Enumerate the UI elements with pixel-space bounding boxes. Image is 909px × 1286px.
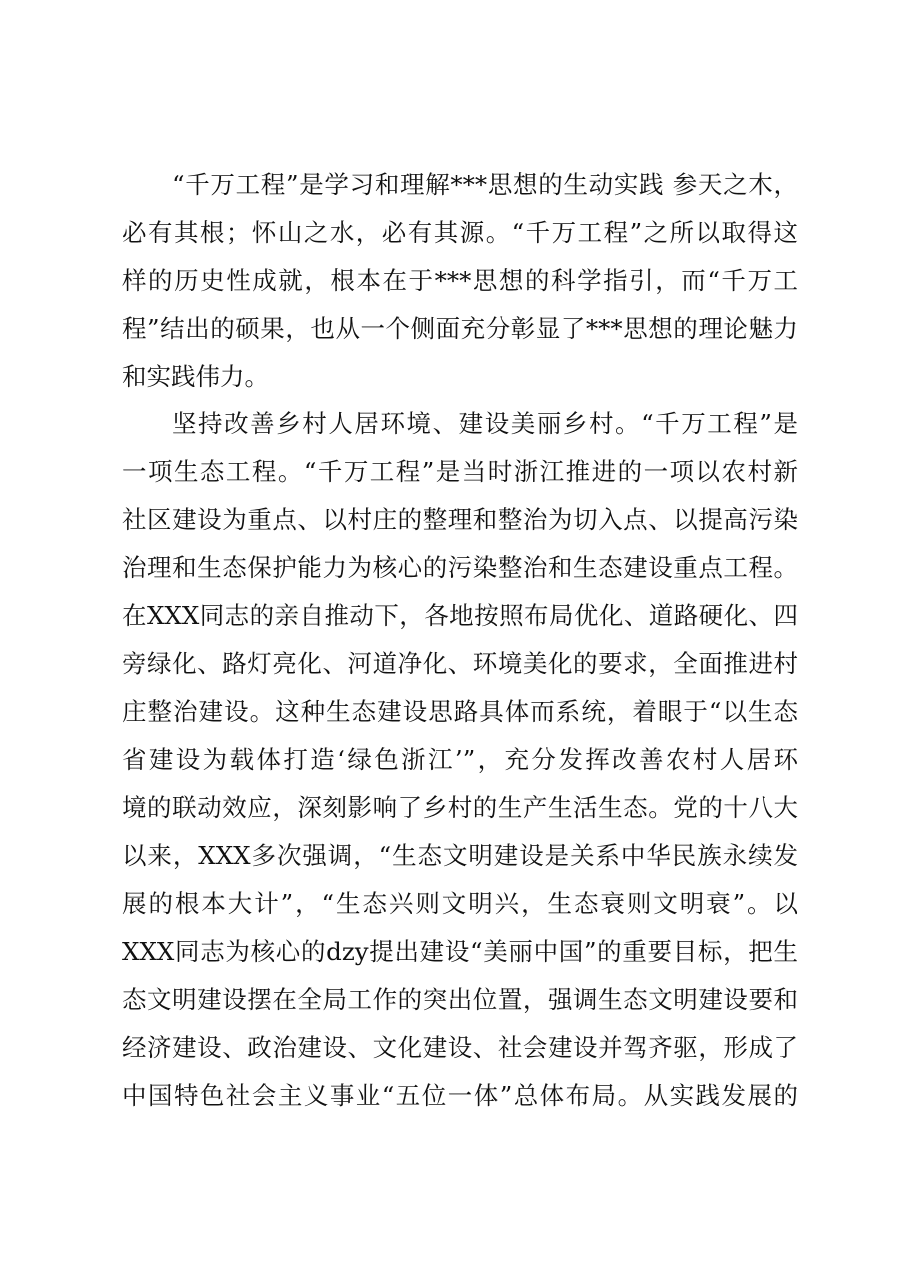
paragraph-line: 样的历史性成就，根本在于***思想的科学指引，而“千万工	[122, 266, 798, 295]
paragraph-line: 社区建设为重点、以村庄的整理和整治为切入点、以提高污染	[122, 505, 798, 534]
paragraph-line: 境的联动效应，深刻影响了乡村的生产生活生态。党的十八大	[122, 793, 798, 822]
paragraph-line: 庄整治建设。这种生态建设思路具体而系统，着眼于“以生态	[122, 697, 798, 726]
paragraph-1	[122, 161, 798, 401]
paragraph-line: “千万工程”是学习和理解***思想的生动实践 参天之木，	[172, 170, 798, 199]
paragraph-line: 程”结出的硕果，也从一个侧面充分彰显了***思想的理论魅力	[122, 314, 798, 343]
paragraph-line: 和实践伟力。	[122, 362, 269, 391]
paragraph-line: 中国特色社会主义事业“五位一体”总体布局。从实践发展的	[122, 1081, 798, 1110]
paragraph-line: 旁绿化、路灯亮化、河道净化、环境美化的要求，全面推进村	[122, 649, 798, 678]
paragraph-line: 在XXX同志的亲自推动下，各地按照布局优化、道路硬化、四	[122, 601, 798, 630]
paragraph-line: 展的根本大计”，“生态兴则文明兴，生态衰则文明衰”。以	[122, 889, 798, 918]
paragraph-line: 以来，XXX多次强调，“生态文明建设是关系中华民族永续发	[122, 841, 798, 870]
paragraph-line: 治理和生态保护能力为核心的污染整治和生态建设重点工程。	[122, 553, 798, 582]
paragraph-2	[122, 400, 798, 1120]
paragraph-line: 态文明建设摆在全局工作的突出位置，强调生态文明建设要和	[122, 985, 798, 1014]
paragraph-line: 必有其根；怀山之水，必有其源。“千万工程”之所以取得这	[122, 218, 798, 247]
paragraph-line: 坚持改善乡村人居环境、建设美丽乡村。“千万工程”是	[172, 409, 798, 438]
paragraph-line: 一项生态工程。“千万工程”是当时浙江推进的一项以农村新	[122, 457, 798, 486]
paragraph-line: 经济建设、政治建设、文化建设、社会建设并驾齐驱，形成了	[122, 1033, 798, 1062]
paragraph-line: XXX同志为核心的dzy提出建设“美丽中国”的重要目标，把生	[122, 937, 798, 966]
paragraph-line: 省建设为载体打造‘绿色浙江’”，充分发挥改善农村人居环	[122, 745, 798, 774]
